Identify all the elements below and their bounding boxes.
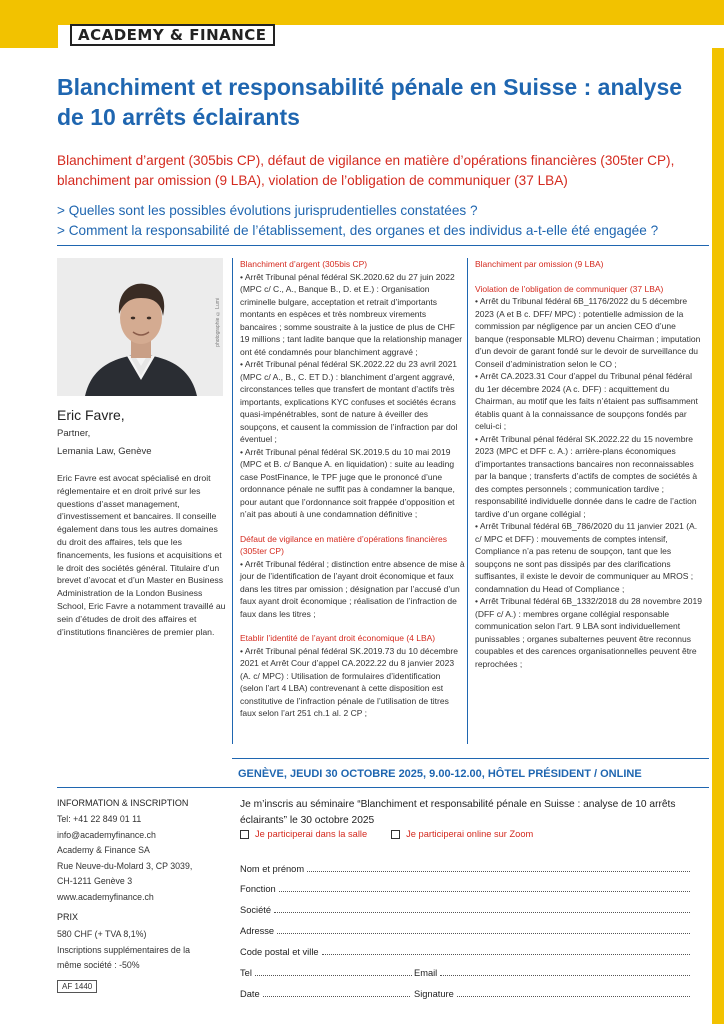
case-item: • Arrêt Tribunal fédéral 6B_1332/2018 du 28 novembre 2019 (DFF c/ A.) : membres organe collégial responsable communication selon l’art. 9 LBA sont individuellement punissables ; organes subalternes peuvent être reconnus coupables et des carences organisationnelles peuvent être reprochées ;: [475, 596, 702, 669]
question-1: > Quelles sont les possibles évolutions jurisprudentielles constatées ?: [57, 203, 478, 218]
page-subtitle: Blanchiment d’argent (305bis CP), défaut de vigilance en matière d’opérations financières (305ter CP), blanchiment par omission (9 LBA), violation de l’obligation de communiquer (37 LBA): [57, 153, 675, 188]
price-line: même société : -50%: [57, 960, 140, 970]
signature-field[interactable]: [414, 985, 690, 999]
function-field-line[interactable]: [279, 882, 690, 892]
page-title: Blanchiment et responsabilité pénale en Suisse : analyse de 10 arrêts éclairants: [57, 74, 683, 130]
address-field-line[interactable]: [277, 924, 690, 934]
event-date-banner: GENÈVE, JEUDI 30 OCTOBRE 2025, 9.00-12.00, HÔTEL PRÉSIDENT / ONLINE: [238, 768, 642, 780]
case-item: • Arrêt Tribunal fédéral 6B_786/2020 du 11 janvier 2021 (A. c/ MPC et DFF) : mouvements de comptes intensif, Compliance n’a pas retenu de soupçon, tant que les soupçons ne sont pas dissipés par des clarifications suffisantes, il existe le devoir de communiquer au MROS ; condamnation du Head of Compliance ;: [475, 521, 698, 594]
contact-info: [57, 812, 227, 905]
case-item: • Arrêt Tribunal pénal fédéral SK.2019.73 du 10 décembre 2021 et Arrêt Cour d’appel CA.2022.22 du 8 janvier 2023 (A. c/ MPC) : Utilisation de formulaires d’identification (selon l’art 4 LBA) contrevenant à cette disposition est constitutive de l’infraction pénale de l’utilisation de titres faux selon l’art 251 ch.1 al. 2 CP ;: [240, 645, 458, 718]
speaker-photo: [57, 258, 223, 396]
option-room-label: Je participerai dans la salle: [255, 829, 368, 839]
contact-phone: Tel: +41 22 849 01 11: [57, 814, 142, 824]
speaker-portrait-illustration: [57, 258, 223, 396]
question-2: > Comment la responsabilité de l’établissement, des organes et des individus a-t-elle été engagée ?: [57, 223, 659, 238]
signature-field-line[interactable]: [457, 987, 690, 997]
registration-statement: Je m’inscris au séminaire “Blanchiment et responsabilité pénale en Suisse : analyse de 10 arrêts éclairants” le 30 octobre 2025: [240, 799, 676, 826]
speaker-firm: Lemania Law, Genève: [57, 446, 152, 457]
option-zoom-label: Je participerai online sur Zoom: [406, 829, 534, 839]
case-item: • Arrêt Tribunal pénal fédéral SK.2022.22 du 15 novembre 2023 (MPC et DFF c. A.) : arrière-plans économiques d’importantes transactions bancaires non reconnaissables par la banque ; transferts d’actifs de comptes de sociétés à des comptes personnels ; communication tardive ; responsabilité individuelle donnée dans le cadre de l’action tardive d’un organe collégial ;: [475, 433, 698, 519]
company-field-line[interactable]: [274, 903, 690, 913]
signature-field-label: Signature: [414, 989, 454, 999]
tel-field-label: Tel: [240, 968, 252, 978]
key-questions: [57, 201, 707, 241]
contact-company: Academy & Finance SA: [57, 845, 150, 855]
postal-field-line[interactable]: [322, 945, 690, 955]
column-divider-left: [232, 258, 233, 744]
name-field[interactable]: [240, 860, 690, 874]
contact-street: Rue Neuve-du-Molard 3, CP 3039,: [57, 860, 193, 871]
option-zoom[interactable]: [391, 829, 533, 839]
date-field-label: Date: [240, 989, 260, 999]
price-line: Inscriptions supplémentaires de la: [57, 944, 191, 955]
banner-divider-top: [232, 758, 709, 759]
date-field-line[interactable]: [263, 987, 410, 997]
column-middle: [240, 258, 465, 720]
contact-website[interactable]: www.academyfinance.ch: [57, 891, 154, 902]
case-item: • Arrêt CA.2023.31 Cour d’appel du Tribunal pénal fédéral du 1er décembre 2024 (A c. DFF) : acquittement du Chairman, au motif que les faits n’étaient pas suffisamment établis quant à la connaissance de soupçons fondés par celui-ci ;: [475, 371, 698, 431]
banner-divider-bottom: [57, 787, 709, 788]
speaker-bio: Eric Favre est avocat spécialisé en droit réglementaire et en droit privé sur les questions d’asset management, d’investissement et bancaires. Il conseille également dans tous les autres domaines du droit des affaires, tels que les financements, les fusions et acquisitions et le droit des sociétés général. Titulaire d’un brevet d’avocat et d’un Master en Business Administration de la London Business School, Eric Favre a notamment travaillé au sein d’études de droit des affaires et d’institutions financières de premier plan.: [57, 473, 226, 637]
price-line: 580 CHF (+ TVA 8,1%): [57, 929, 147, 939]
section-heading-ayant-droit: Etablir l’identité de l’ayant droit économique (4 LBA): [240, 633, 436, 643]
price-title: PRIX: [57, 912, 79, 922]
case-item: • Arrêt Tribunal pénal fédéral SK.2022.22 du 23 avril 2021 (MPC c/ A., B., C. ET D.) : blanchiment d’argent aggravé, circonstances telles que transfert de montant d’actifs très importants, explications KYC confuses et sociétés écrans quasi-impénétrables, sont de nature à éveiller des soupçons, et causent la commission de l’infraction par dol éventuel ;: [240, 359, 458, 444]
email-field-line[interactable]: [440, 966, 690, 976]
postal-field[interactable]: [240, 943, 690, 957]
case-item: • Arrêt Tribunal pénal fédéral SK.2019.5 du 10 mai 2019 (MPC et B. c/ Banque A. en liquidation) : suite au leading case PostFinance, le TPF juge que le prononcé d’une ordonnance pénale ne suffit pas à condamner la banque, pour autant que l’ordonnance soit frappée d’opposition et n’ait pas abouti à une condamnation définitive ;: [240, 446, 455, 519]
date-field[interactable]: [240, 985, 410, 999]
column-right: [475, 258, 703, 670]
name-field-line[interactable]: [307, 862, 690, 872]
header-divider: [57, 245, 709, 246]
email-field[interactable]: [414, 964, 690, 978]
brand-logo: [70, 24, 275, 46]
contact-email[interactable]: info@academyfinance.ch: [57, 829, 156, 840]
case-item: • Arrêt Tribunal pénal fédéral SK.2020.62 du 27 juin 2022 (MPC c/ C., A., Banque B., D. et E.) : Organisation criminelle bulgare, acceptation et retrait d’importants montants en espèces et très nombreux virements bancaires ; somme soustraite à la justice de plus de CHF 19 millions ; tant ladite banque que la relationship manager ont été condamnés pour blanchiment aggravé ;: [240, 271, 463, 357]
postal-field-label: Code postal et ville: [240, 947, 319, 957]
contact-city: CH-1211 Genève 3: [57, 876, 133, 886]
photo-credit: photographie © Lumi: [215, 298, 221, 347]
section-heading-vigilance: Défaut de vigilance en matière d’opérations financières (305ter CP): [240, 533, 447, 556]
speaker-role: Partner,: [57, 428, 91, 439]
column-divider-right: [467, 258, 468, 744]
tel-field[interactable]: [240, 964, 412, 978]
case-item: • Arrêt Tribunal fédéral ; distinction entre absence de mise à jour de l’identification de l’ayant droit économique et faux dans les titres par omission ; désignation par l’accusé d’un faux ayant droit économique ; réalisation de l’infraction de faux dans les titres ;: [240, 558, 465, 619]
price-info: [57, 927, 227, 974]
info-title: INFORMATION & INSCRIPTION: [57, 798, 189, 808]
email-field-label: Email: [414, 968, 438, 978]
checkbox-zoom[interactable]: [391, 830, 400, 839]
right-yellow-band: [712, 48, 724, 1024]
section-heading-omission: Blanchiment par omission (9 LBA): [475, 259, 604, 269]
section-heading-blanchiment: Blanchiment d’argent (305bis CP): [240, 259, 368, 269]
brand-logo-text: ACADEMY & FINANCE: [78, 26, 267, 44]
section-heading-communiquer: Violation de l’obligation de communiquer (37 LBA): [475, 283, 664, 294]
case-item: • Arrêt du Tribunal fédéral 6B_1176/2022 du 5 décembre 2023 (A et B c. DFF/ MPC) : potentielle admission de la commission par négligence par un ancien CEO d’une banque (responsable MLRO) devenu Chairman ; imputation d’un devoir de garant fondé sur le devoir de surveillance du Conseil d’administration selon le CO ;: [475, 296, 701, 369]
name-field-label: Nom et prénom: [240, 864, 305, 874]
address-field-label: Adresse: [240, 926, 275, 936]
address-field[interactable]: [240, 922, 690, 936]
product-code: AF 1440: [57, 980, 97, 993]
company-field[interactable]: [240, 901, 690, 915]
function-field[interactable]: [240, 880, 690, 894]
company-field-label: Société: [240, 905, 272, 915]
checkbox-room[interactable]: [240, 830, 249, 839]
function-field-label: Fonction: [240, 884, 276, 894]
attendance-options: [240, 829, 533, 839]
speaker-name: Eric Favre,: [57, 407, 125, 423]
option-room[interactable]: [240, 829, 367, 839]
tel-field-line[interactable]: [255, 966, 412, 976]
